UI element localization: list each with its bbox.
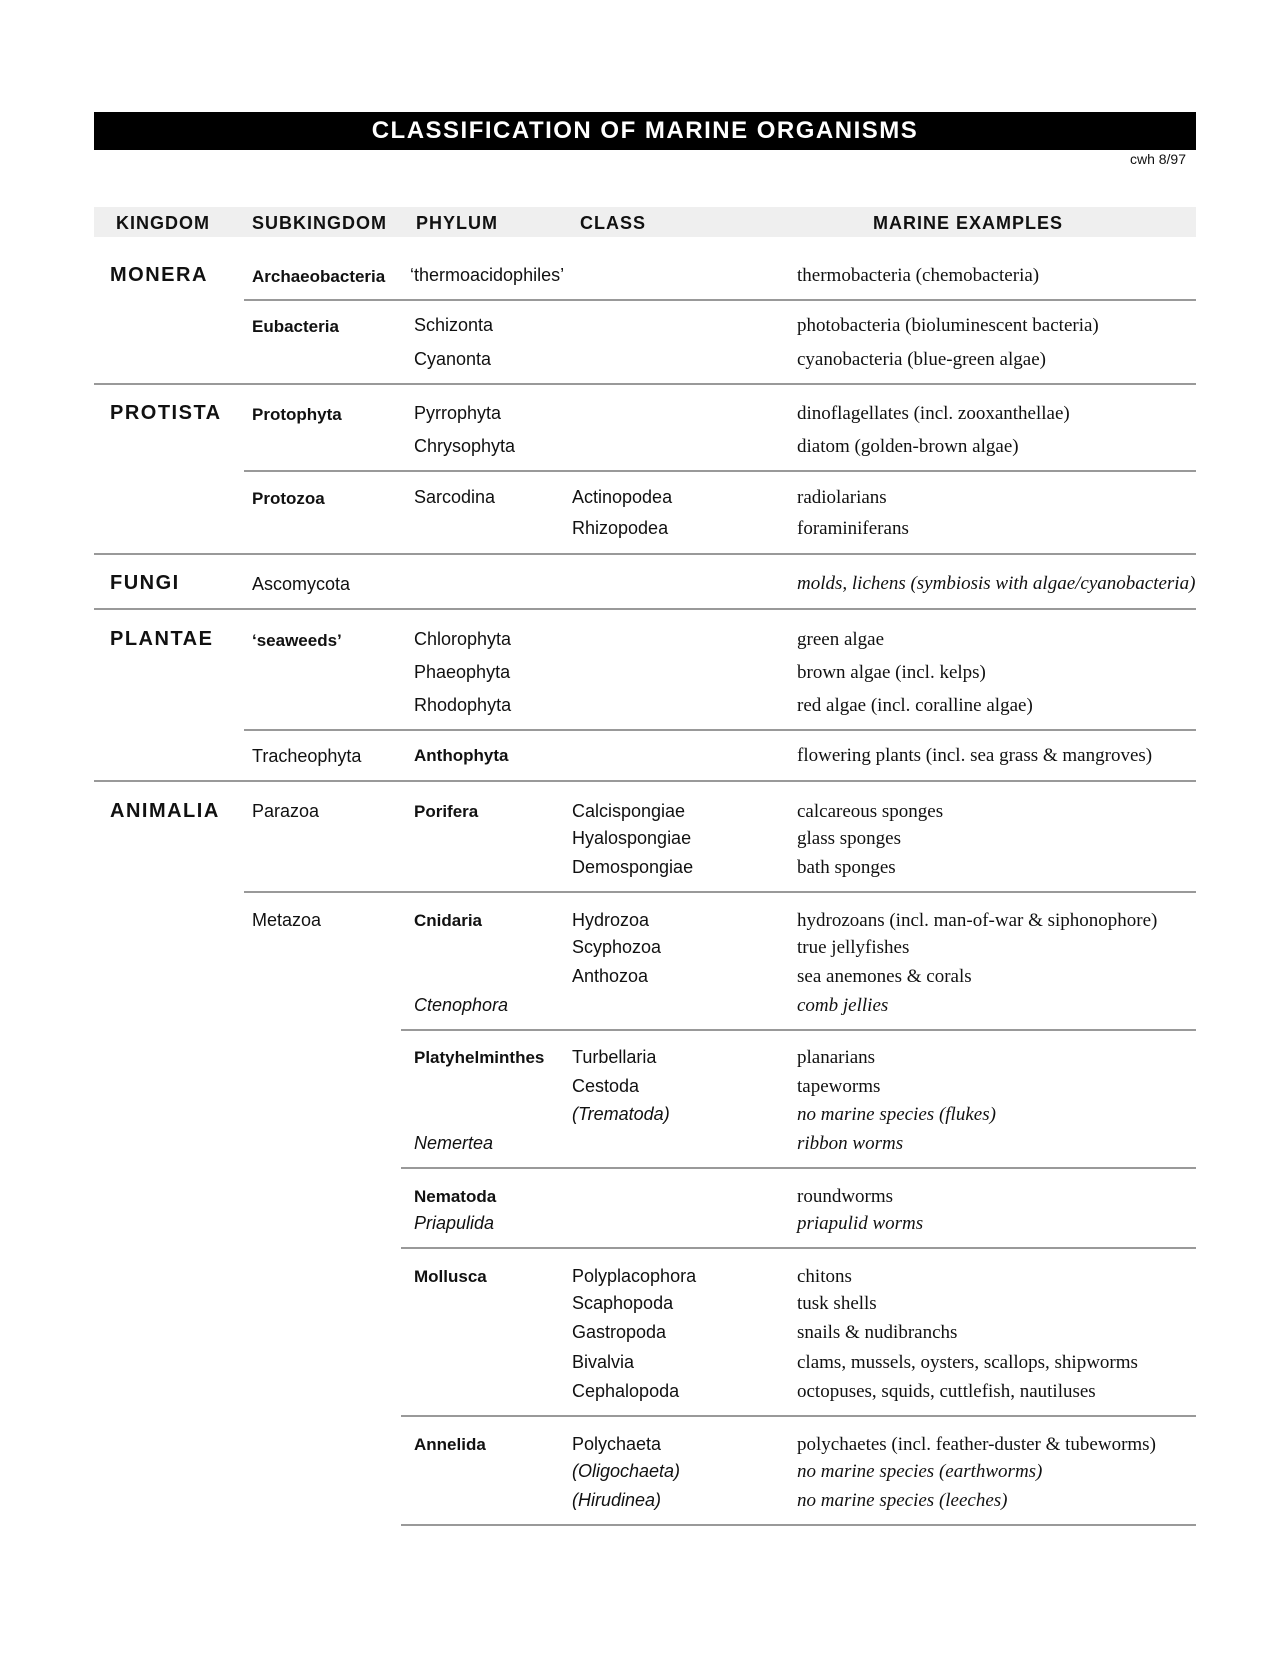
phylum-priapulida: Priapulida [414, 1213, 495, 1233]
class-hirudinea: (Hirudinea) [572, 1490, 662, 1510]
class-trematoda: (Trematoda) [572, 1104, 670, 1124]
class-cephalopoda: Cephalopoda [572, 1381, 680, 1401]
phylum-mollusca: Mollusca [414, 1267, 487, 1286]
row-divider [401, 1247, 1196, 1249]
class-scaphopoda: Scaphopoda [572, 1293, 674, 1313]
kingdom-animalia: ANIMALIA [110, 800, 220, 822]
phylum-ctenophora: Ctenophora [414, 995, 509, 1015]
example-flowering-plants: flowering plants (incl. sea grass & mangroves) [797, 745, 1153, 766]
class-actinopodea: Actinopodea [572, 487, 673, 507]
example-thermobacteria: thermobacteria (chemobacteria) [797, 265, 1040, 286]
row-divider [401, 1167, 1196, 1169]
class-polyplacophora: Polyplacophora [572, 1266, 697, 1286]
table-bottom-rule [401, 1524, 1196, 1526]
example-octopuses: octopuses, squids, cuttlefish, nautiluses [797, 1381, 1096, 1402]
phylum-schizonta: Schizonta [414, 315, 494, 335]
example-hydrozoans: hydrozoans (incl. man-of-war & siphonophore) [797, 910, 1158, 931]
class-scyphozoa: Scyphozoa [572, 937, 662, 957]
class-cestoda: Cestoda [572, 1076, 640, 1096]
subkingdom-parazoa: Parazoa [252, 801, 320, 821]
kingdom-divider [94, 780, 1196, 782]
class-bivalvia: Bivalvia [572, 1352, 635, 1372]
kingdom-divider [94, 608, 1196, 610]
page-title: CLASSIFICATION OF MARINE ORGANISMS [94, 112, 1196, 150]
phylum-anthophyta: Anthophyta [414, 746, 509, 765]
example-ribbon-worms: ribbon worms [797, 1133, 904, 1154]
example-red-algae: red algae (incl. coralline algae) [797, 695, 1033, 716]
class-hyalospongiae: Hyalospongiae [572, 828, 692, 848]
example-flukes: no marine species (flukes) [797, 1104, 996, 1125]
phylum-pyrrophyta: Pyrrophyta [414, 403, 502, 423]
header-class: CLASS [580, 213, 647, 233]
example-glass-sponges: glass sponges [797, 828, 901, 849]
example-photobacteria: photobacteria (bioluminescent bacteria) [797, 315, 1099, 336]
header-subkingdom: SUBKINGDOM [252, 213, 387, 233]
row-divider [244, 470, 1196, 472]
example-brown-algae: brown algae (incl. kelps) [797, 662, 986, 683]
example-tusk-shells: tusk shells [797, 1293, 877, 1314]
example-tapeworms: tapeworms [797, 1076, 881, 1097]
subkingdom-metazoa: Metazoa [252, 910, 322, 930]
example-earthworms: no marine species (earthworms) [797, 1461, 1043, 1482]
header-examples: MARINE EXAMPLES [873, 213, 1064, 233]
class-rhizopodea: Rhizopodea [572, 518, 669, 538]
kingdom-plantae: PLANTAE [110, 628, 214, 650]
row-divider [244, 891, 1196, 893]
class-calcispongiae: Calcispongiae [572, 801, 686, 821]
example-polychaetes: polychaetes (incl. feather-duster & tubeworms) [797, 1434, 1156, 1455]
example-diatom: diatom (golden-brown algae) [797, 436, 1019, 457]
phylum-phaeophyta: Phaeophyta [414, 662, 511, 682]
subkingdom-seaweeds: ‘seaweeds’ [252, 631, 342, 650]
subkingdom-protophyta: Protophyta [252, 405, 342, 424]
row-divider [244, 299, 1196, 301]
example-comb-jellies: comb jellies [797, 995, 889, 1016]
header-kingdom: KINGDOM [116, 213, 210, 233]
phylum-rhodophyta: Rhodophyta [414, 695, 512, 715]
example-calcareous-sponges: calcareous sponges [797, 801, 944, 822]
phylum-thermoacidophiles: ‘thermoacidophiles’ [410, 265, 565, 285]
kingdom-protista: PROTISTA [110, 402, 222, 424]
example-sea-anemones: sea anemones & corals [797, 966, 972, 987]
example-radiolarians: radiolarians [797, 487, 887, 508]
phylum-chlorophyta: Chlorophyta [414, 629, 512, 649]
phylum-chrysophyta: Chrysophyta [414, 436, 516, 456]
example-molds-lichens: molds, lichens (symbiosis with algae/cyanobacteria) [797, 573, 1196, 594]
kingdom-monera: MONERA [110, 264, 208, 286]
example-roundworms: roundworms [797, 1186, 894, 1207]
example-planarians: planarians [797, 1047, 876, 1068]
example-bath-sponges: bath sponges [797, 857, 896, 878]
class-hydrozoa: Hydrozoa [572, 910, 650, 930]
class-demospongiae: Demospongiae [572, 857, 694, 877]
class-gastropoda: Gastropoda [572, 1322, 667, 1342]
subkingdom-protozoa: Protozoa [252, 489, 325, 508]
header-phylum: PHYLUM [416, 213, 498, 233]
example-true-jellyfishes: true jellyfishes [797, 937, 910, 958]
class-anthozoa: Anthozoa [572, 966, 649, 986]
example-snails: snails & nudibranchs [797, 1322, 958, 1343]
subkingdom-archaeobacteria: Archaeobacteria [252, 267, 386, 286]
subkingdom-tracheophyta: Tracheophyta [252, 746, 362, 766]
class-turbellaria: Turbellaria [572, 1047, 657, 1067]
kingdom-fungi: FUNGI [110, 572, 180, 594]
example-dinoflagellates: dinoflagellates (incl. zooxanthellae) [797, 403, 1070, 424]
phylum-porifera: Porifera [414, 802, 479, 821]
phylum-cyanonta: Cyanonta [414, 349, 492, 369]
example-cyanobacteria: cyanobacteria (blue-green algae) [797, 349, 1046, 370]
row-divider [401, 1415, 1196, 1417]
class-oligochaeta: (Oligochaeta) [572, 1461, 681, 1481]
document-code: cwh 8/97 [1129, 151, 1186, 167]
example-priapulid-worms: priapulid worms [797, 1213, 924, 1234]
row-divider [244, 729, 1196, 731]
phylum-annelida: Annelida [414, 1435, 486, 1454]
phylum-nematoda: Nematoda [414, 1187, 497, 1206]
phylum-nemertea: Nemertea [414, 1133, 494, 1153]
subkingdom-eubacteria: Eubacteria [252, 317, 339, 336]
class-polychaeta: Polychaeta [572, 1434, 662, 1454]
example-clams: clams, mussels, oysters, scallops, shipworms [797, 1352, 1138, 1373]
kingdom-divider [94, 553, 1196, 555]
example-foraminiferans: foraminiferans [797, 518, 909, 539]
phylum-cnidaria: Cnidaria [414, 911, 483, 930]
phylum-sarcodina: Sarcodina [414, 487, 496, 507]
example-leeches: no marine species (leeches) [797, 1490, 1008, 1511]
kingdom-divider [94, 383, 1196, 385]
subkingdom-ascomycota: Ascomycota [252, 574, 351, 594]
row-divider [401, 1029, 1196, 1031]
example-green-algae: green algae [797, 629, 885, 650]
example-chitons: chitons [797, 1266, 852, 1287]
phylum-platyhelminthes: Platyhelminthes [414, 1048, 545, 1067]
